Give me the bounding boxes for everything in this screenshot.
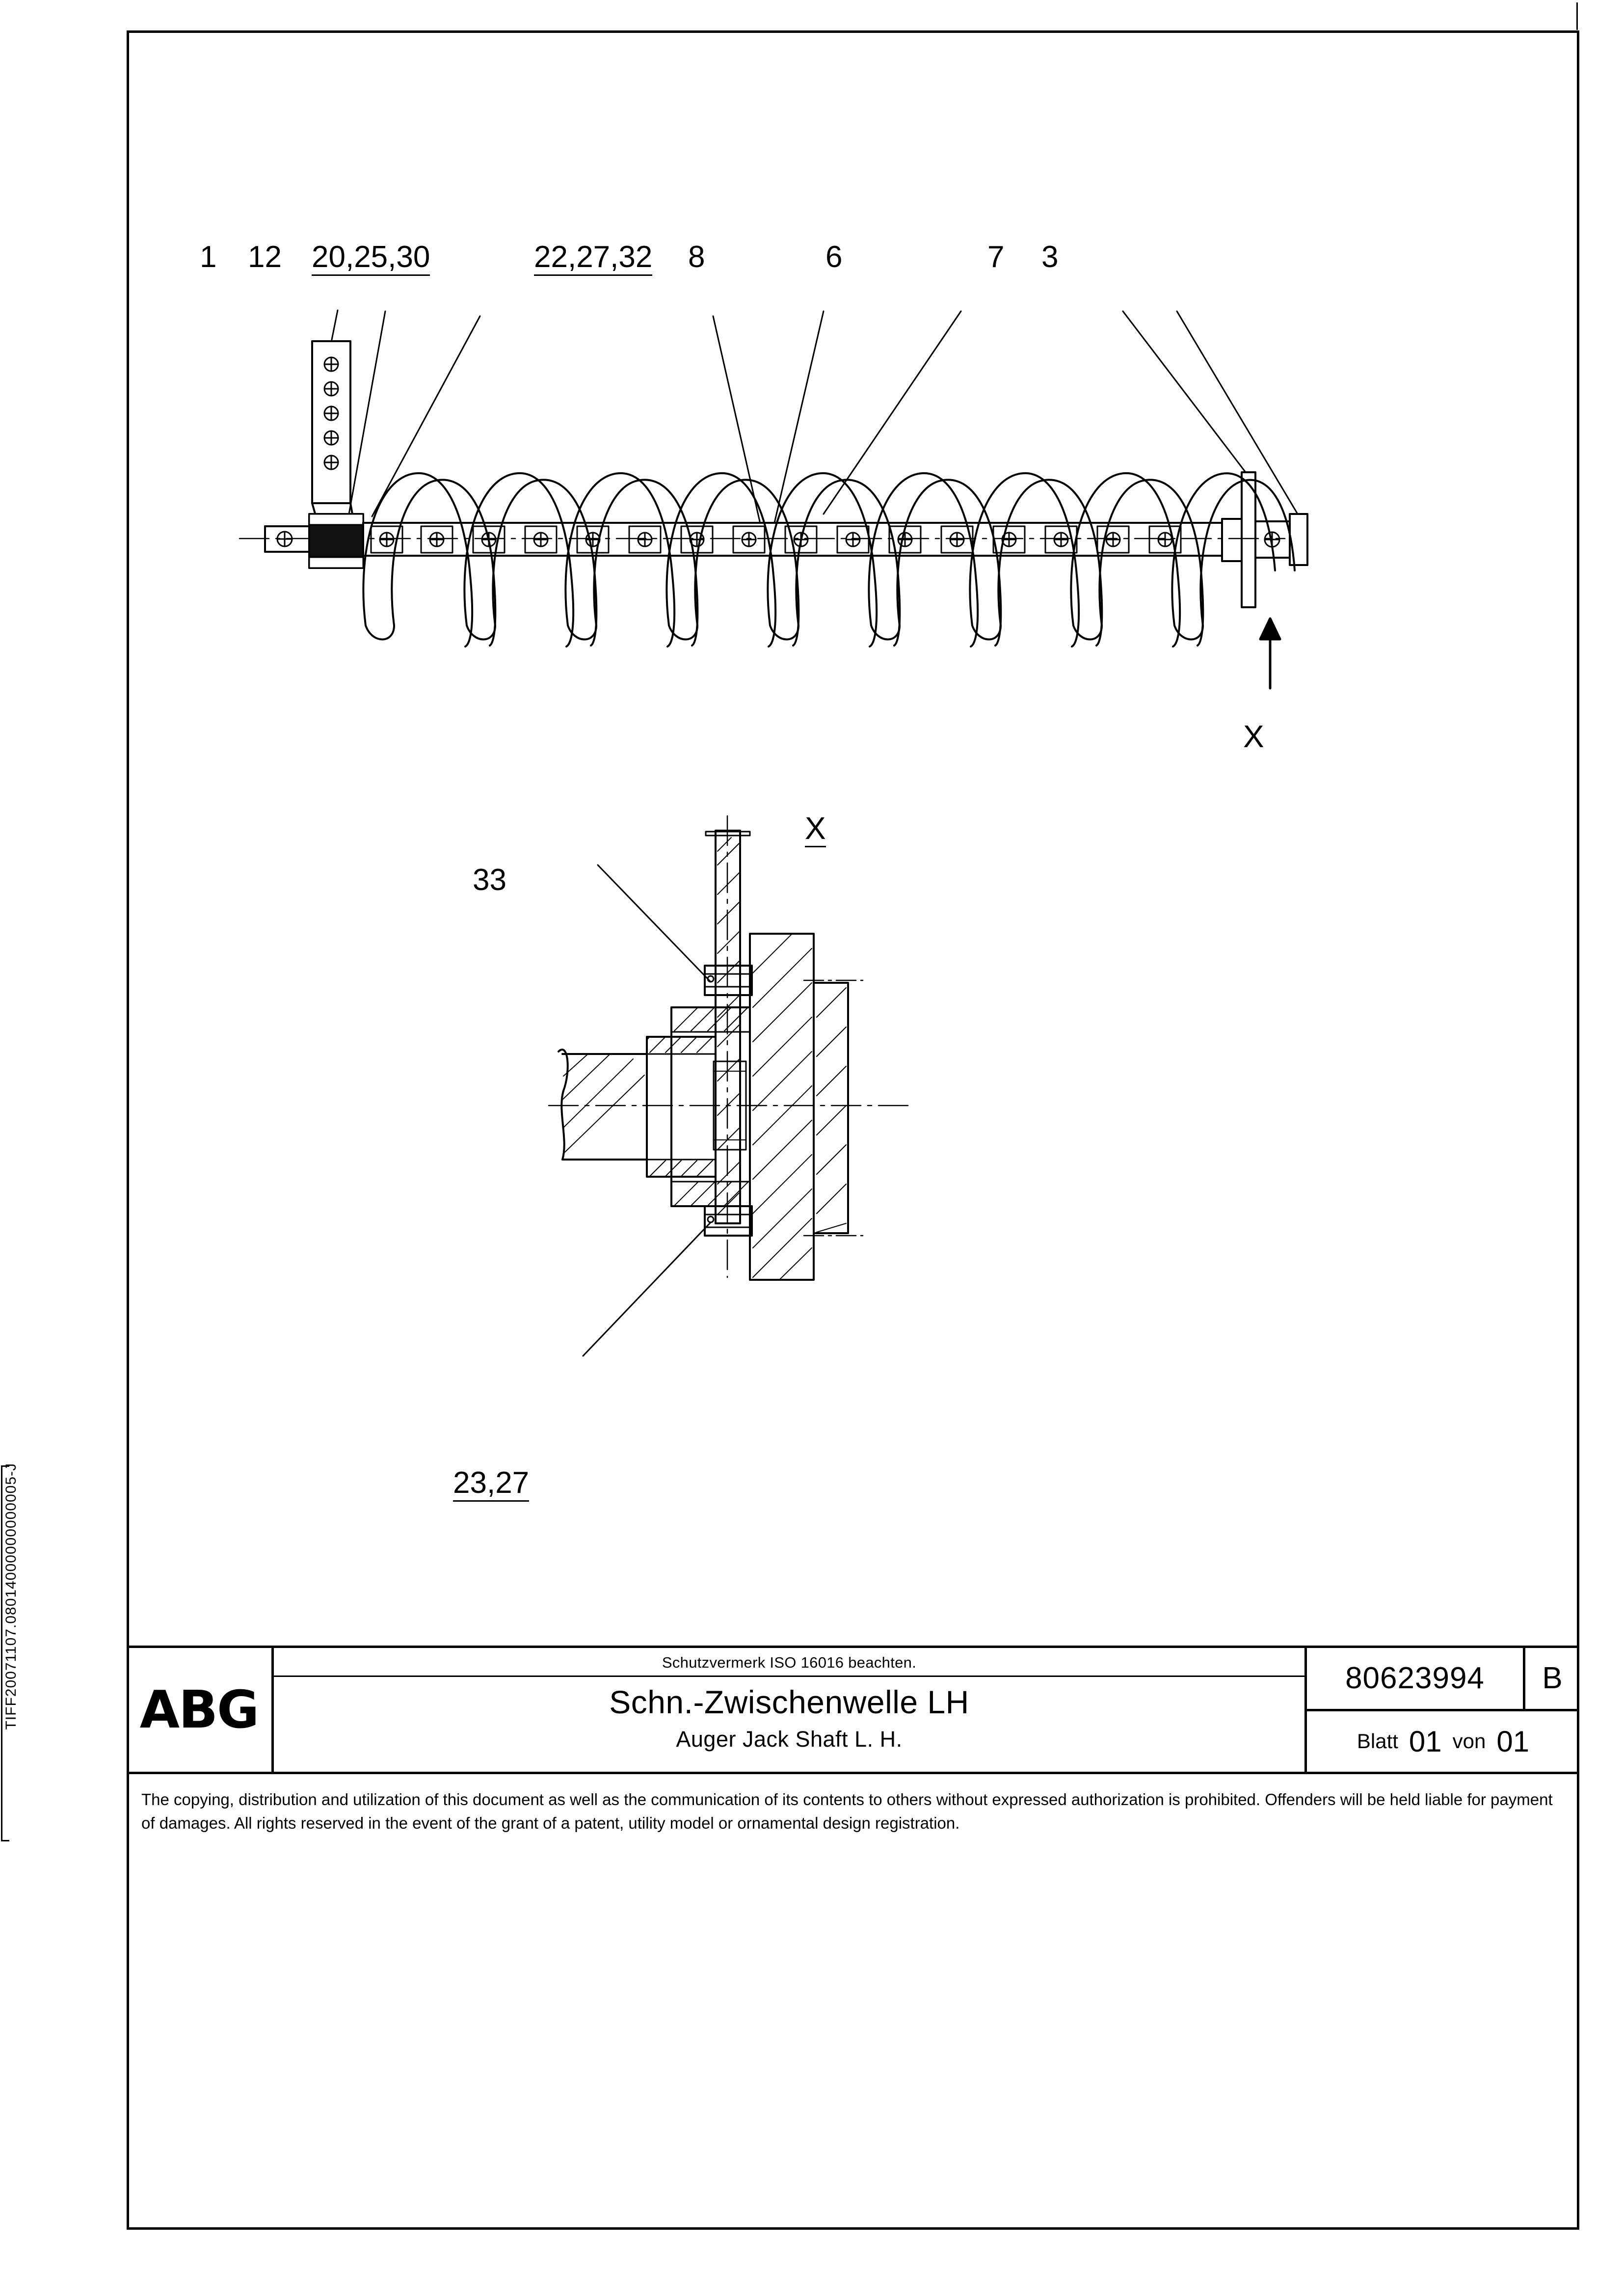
company-logo-text: ABG bbox=[139, 1680, 259, 1740]
callout-6: 6 bbox=[825, 240, 843, 274]
legal-notice-text: The copying, distribution and utilization of this document as well as the communication of its contents to others without expressed authorization is prohibited. Offenders will be held liable for payment of damages. All rights reserved in the event of the grant of a patent, utility model or ornamental design registration. bbox=[141, 1790, 1553, 1832]
sheet-of-label: von bbox=[1452, 1729, 1486, 1753]
revision-letter: B bbox=[1542, 1661, 1563, 1696]
protection-note: Schutzvermerk ISO 16016 beachten. bbox=[662, 1654, 917, 1671]
callout-1: 1 bbox=[200, 240, 217, 274]
callout-3: 3 bbox=[1041, 240, 1059, 274]
drawing-title-de: Schn.-Zwischenwelle LH bbox=[609, 1684, 969, 1720]
sheet-number: 01 bbox=[1409, 1725, 1442, 1758]
callout-8: 8 bbox=[688, 240, 705, 274]
callout-22-27-32: 22,27,32 bbox=[534, 242, 652, 276]
frame-corner-tick bbox=[1576, 2, 1578, 30]
title-block-main-row bbox=[127, 1646, 1579, 1774]
title-block-right bbox=[1304, 1648, 1579, 1772]
title-block-center bbox=[274, 1648, 1304, 1772]
legal-notice bbox=[127, 1777, 1579, 1835]
drawing-number: 80623994 bbox=[1307, 1648, 1525, 1709]
sheet-row bbox=[1307, 1711, 1579, 1772]
sheet-total: 01 bbox=[1496, 1725, 1530, 1758]
callout-23-27: 23,27 bbox=[453, 1468, 529, 1502]
callout-7: 7 bbox=[987, 240, 1005, 274]
sheet-label: Blatt bbox=[1357, 1729, 1398, 1753]
callout-33: 33 bbox=[473, 863, 506, 897]
title-block bbox=[127, 1646, 1579, 2230]
view-arrow-label-x: X bbox=[1243, 719, 1264, 754]
callout-12: 12 bbox=[248, 240, 282, 274]
drawing-title-en: Auger Jack Shaft L. H. bbox=[676, 1727, 903, 1752]
callout-20-25-30: 20,25,30 bbox=[312, 242, 430, 276]
drawing-number-row bbox=[1307, 1648, 1579, 1711]
company-logo bbox=[127, 1648, 274, 1772]
title-block-divider bbox=[274, 1675, 1304, 1677]
archive-code: TIFF20071107.08014000000000005-J bbox=[3, 1463, 19, 1730]
detail-view-title-x: X bbox=[805, 812, 826, 847]
